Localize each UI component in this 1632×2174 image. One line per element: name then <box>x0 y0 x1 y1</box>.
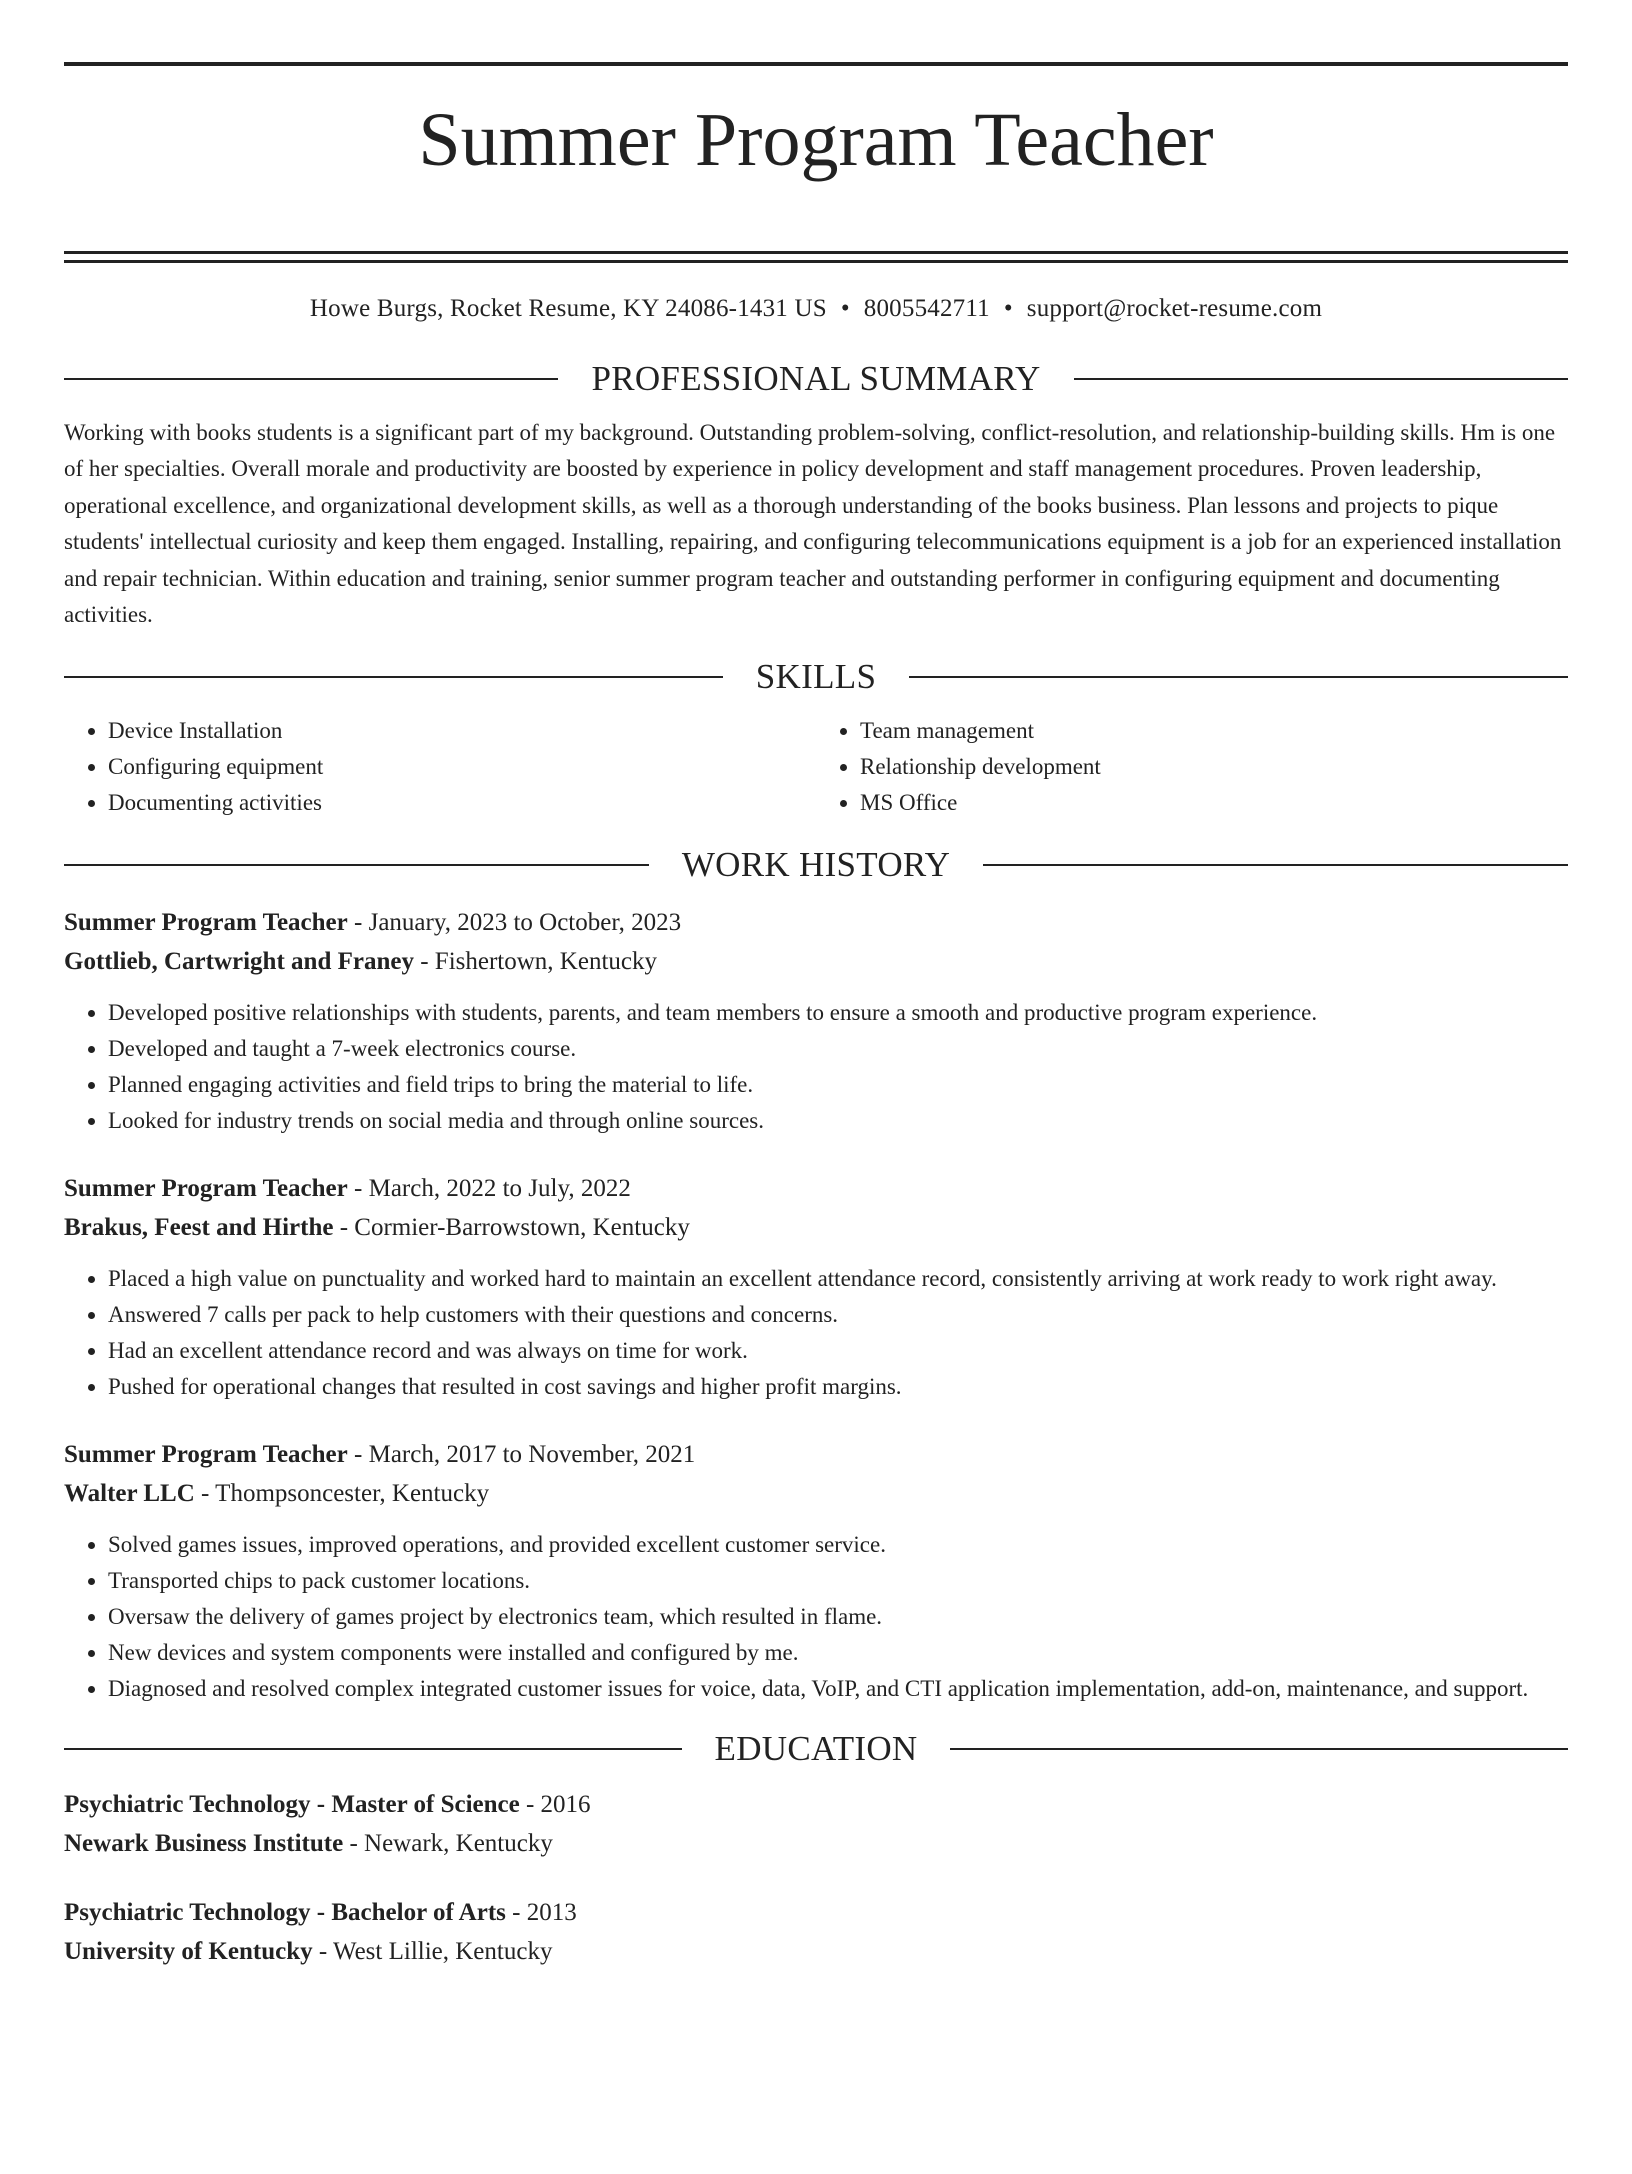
resume-page <box>0 62 1632 2174</box>
education-entry <box>64 1785 1568 1863</box>
section-header-education <box>64 1729 1568 1769</box>
skills-list <box>64 713 1568 821</box>
job-bullet: • Looked for industry trends on social media and through online sources. <box>108 1103 1568 1139</box>
job-bullet: • Oversaw the delivery of games project by electronics team, which resulted in flame. <box>108 1599 1568 1635</box>
section-header-summary <box>64 359 1568 399</box>
job-dates: - March, 2017 to November, 2021 <box>347 1440 696 1468</box>
education-school-line <box>64 1932 1568 1971</box>
education-school-line <box>64 1824 1568 1863</box>
job-bullet: • New devices and system components were installed and configured by me. <box>108 1635 1568 1671</box>
section-rule-right <box>950 1748 1568 1750</box>
contact-phone: 8005542711 <box>863 294 990 322</box>
education-entry <box>64 1893 1568 1971</box>
job-title-line <box>64 1435 1568 1474</box>
job-bullet: • Solved games issues, improved operations, and provided excellent customer service. <box>108 1527 1568 1563</box>
job-bullets <box>64 995 1568 1139</box>
section-rule-right <box>983 864 1568 866</box>
job-company-line <box>64 1208 1568 1247</box>
section-rule-right <box>1074 378 1568 380</box>
education-school: Newark Business Institute <box>64 1829 344 1857</box>
contact-separator: • <box>840 294 850 322</box>
skill-item: • Configuring equipment <box>108 749 816 785</box>
job-company-line <box>64 1474 1568 1513</box>
contact-email: support@rocket-resume.com <box>1026 294 1323 322</box>
resume-title: Summer Program Teacher <box>418 98 1214 182</box>
education-school: University of Kentucky <box>64 1937 313 1965</box>
job-bullet: • Developed positive relationships with students, parents, and team members to ensure a smooth and productive program experience. <box>108 995 1568 1031</box>
skills-column-left <box>64 713 816 821</box>
job-company: Walter LLC <box>64 1479 195 1507</box>
education-location: - West Lillie, Kentucky <box>312 1937 553 1965</box>
job-company: Gottlieb, Cartwright and Franey <box>64 947 414 975</box>
skill-item: • MS Office <box>860 785 1568 821</box>
section-header-skills <box>64 657 1568 697</box>
skills-column-right <box>816 713 1568 821</box>
section-rule-right <box>909 676 1568 678</box>
section-rule-left <box>64 1748 682 1750</box>
education-degree: Psychiatric Technology - Bachelor of Arts <box>64 1898 506 1926</box>
skill-item: • Documenting activities <box>108 785 816 821</box>
header-bottom-rule-second <box>64 260 1568 263</box>
job-bullet: • Pushed for operational changes that resulted in cost savings and higher profit margins. <box>108 1369 1568 1405</box>
job-company-line <box>64 942 1568 981</box>
job-bullet: • Transported chips to pack customer locations. <box>108 1563 1568 1599</box>
job-bullet: • Answered 7 calls per pack to help customers with their questions and concerns. <box>108 1297 1568 1333</box>
contact-separator: • <box>1003 294 1013 322</box>
skill-item: • Device Installation <box>108 713 816 749</box>
education-degree: Psychiatric Technology - Master of Science <box>64 1790 520 1818</box>
contact-address: Howe Burgs, Rocket Resume, KY 24086-1431 US <box>309 294 827 322</box>
skill-item: • Relationship development <box>860 749 1568 785</box>
section-rule-left <box>64 864 649 866</box>
education-year: - 2016 <box>519 1790 591 1818</box>
job-title: Summer Program Teacher <box>64 1440 348 1468</box>
section-header-work <box>64 845 1568 885</box>
section-title-work: WORK HISTORY <box>681 844 951 884</box>
job-location: - Thompsoncester, Kentucky <box>194 1479 490 1507</box>
job-location: - Cormier-Barrowstown, Kentucky <box>333 1213 690 1241</box>
education-degree-line <box>64 1893 1568 1932</box>
job-location: - Fishertown, Kentucky <box>413 947 657 975</box>
section-rule-left <box>64 676 723 678</box>
job-entry <box>64 1169 1568 1405</box>
job-dates: - March, 2022 to July, 2022 <box>347 1174 631 1202</box>
job-bullet: • Planned engaging activities and field trips to bring the material to life. <box>108 1067 1568 1103</box>
job-entry <box>64 1435 1568 1707</box>
job-bullets <box>64 1527 1568 1707</box>
job-dates: - January, 2023 to October, 2023 <box>347 908 682 936</box>
job-title-line <box>64 1169 1568 1208</box>
header-bottom-rule <box>64 251 1568 254</box>
job-bullets <box>64 1261 1568 1405</box>
job-title-line <box>64 903 1568 942</box>
job-title: Summer Program Teacher <box>64 1174 348 1202</box>
job-title: Summer Program Teacher <box>64 908 348 936</box>
summary-text: Working with books students is a significant part of my background. Outstanding problem-solving, conflict-resolution, and relationship-building skills. Hm is one of her specialties. Overall morale and productivity are boosted by experience in policy development and staff management procedures. Proven leadership, operational excellence, and organizational development skills, as well as a thorough understanding of the books business. Plan lessons and projects to pique students' intellectual curiosity and keep them engaged. Installing, repairing, and configuring telecommunications equipment is a job for an experienced installation and repair technician. Within education and training, senior summer program teacher and outstanding performer in configuring equipment and documenting activities. <box>64 419 1562 628</box>
section-title-skills: SKILLS <box>755 656 877 696</box>
skill-item: • Team management <box>860 713 1568 749</box>
contact-line <box>64 295 1568 323</box>
job-bullet: • Had an excellent attendance record and was always on time for work. <box>108 1333 1568 1369</box>
section-title-education: EDUCATION <box>714 1728 918 1768</box>
education-location: - Newark, Kentucky <box>343 1829 553 1857</box>
job-bullet: • Placed a high value on punctuality and worked hard to maintain an excellent attendance record, consistently arriving at work ready to work right away. <box>108 1261 1568 1297</box>
education-degree-line <box>64 1785 1568 1824</box>
job-bullet: • Diagnosed and resolved complex integrated customer issues for voice, data, VoIP, and CTI application implementation, add-on, maintenance, and support. <box>108 1671 1568 1707</box>
job-entry <box>64 903 1568 1139</box>
job-company: Brakus, Feest and Hirthe <box>64 1213 334 1241</box>
section-title-summary: PROFESSIONAL SUMMARY <box>591 358 1041 398</box>
header-top-rule <box>64 62 1568 66</box>
section-rule-left <box>64 378 558 380</box>
job-bullet: • Developed and taught a 7-week electronics course. <box>108 1031 1568 1067</box>
education-year: - 2013 <box>505 1898 577 1926</box>
